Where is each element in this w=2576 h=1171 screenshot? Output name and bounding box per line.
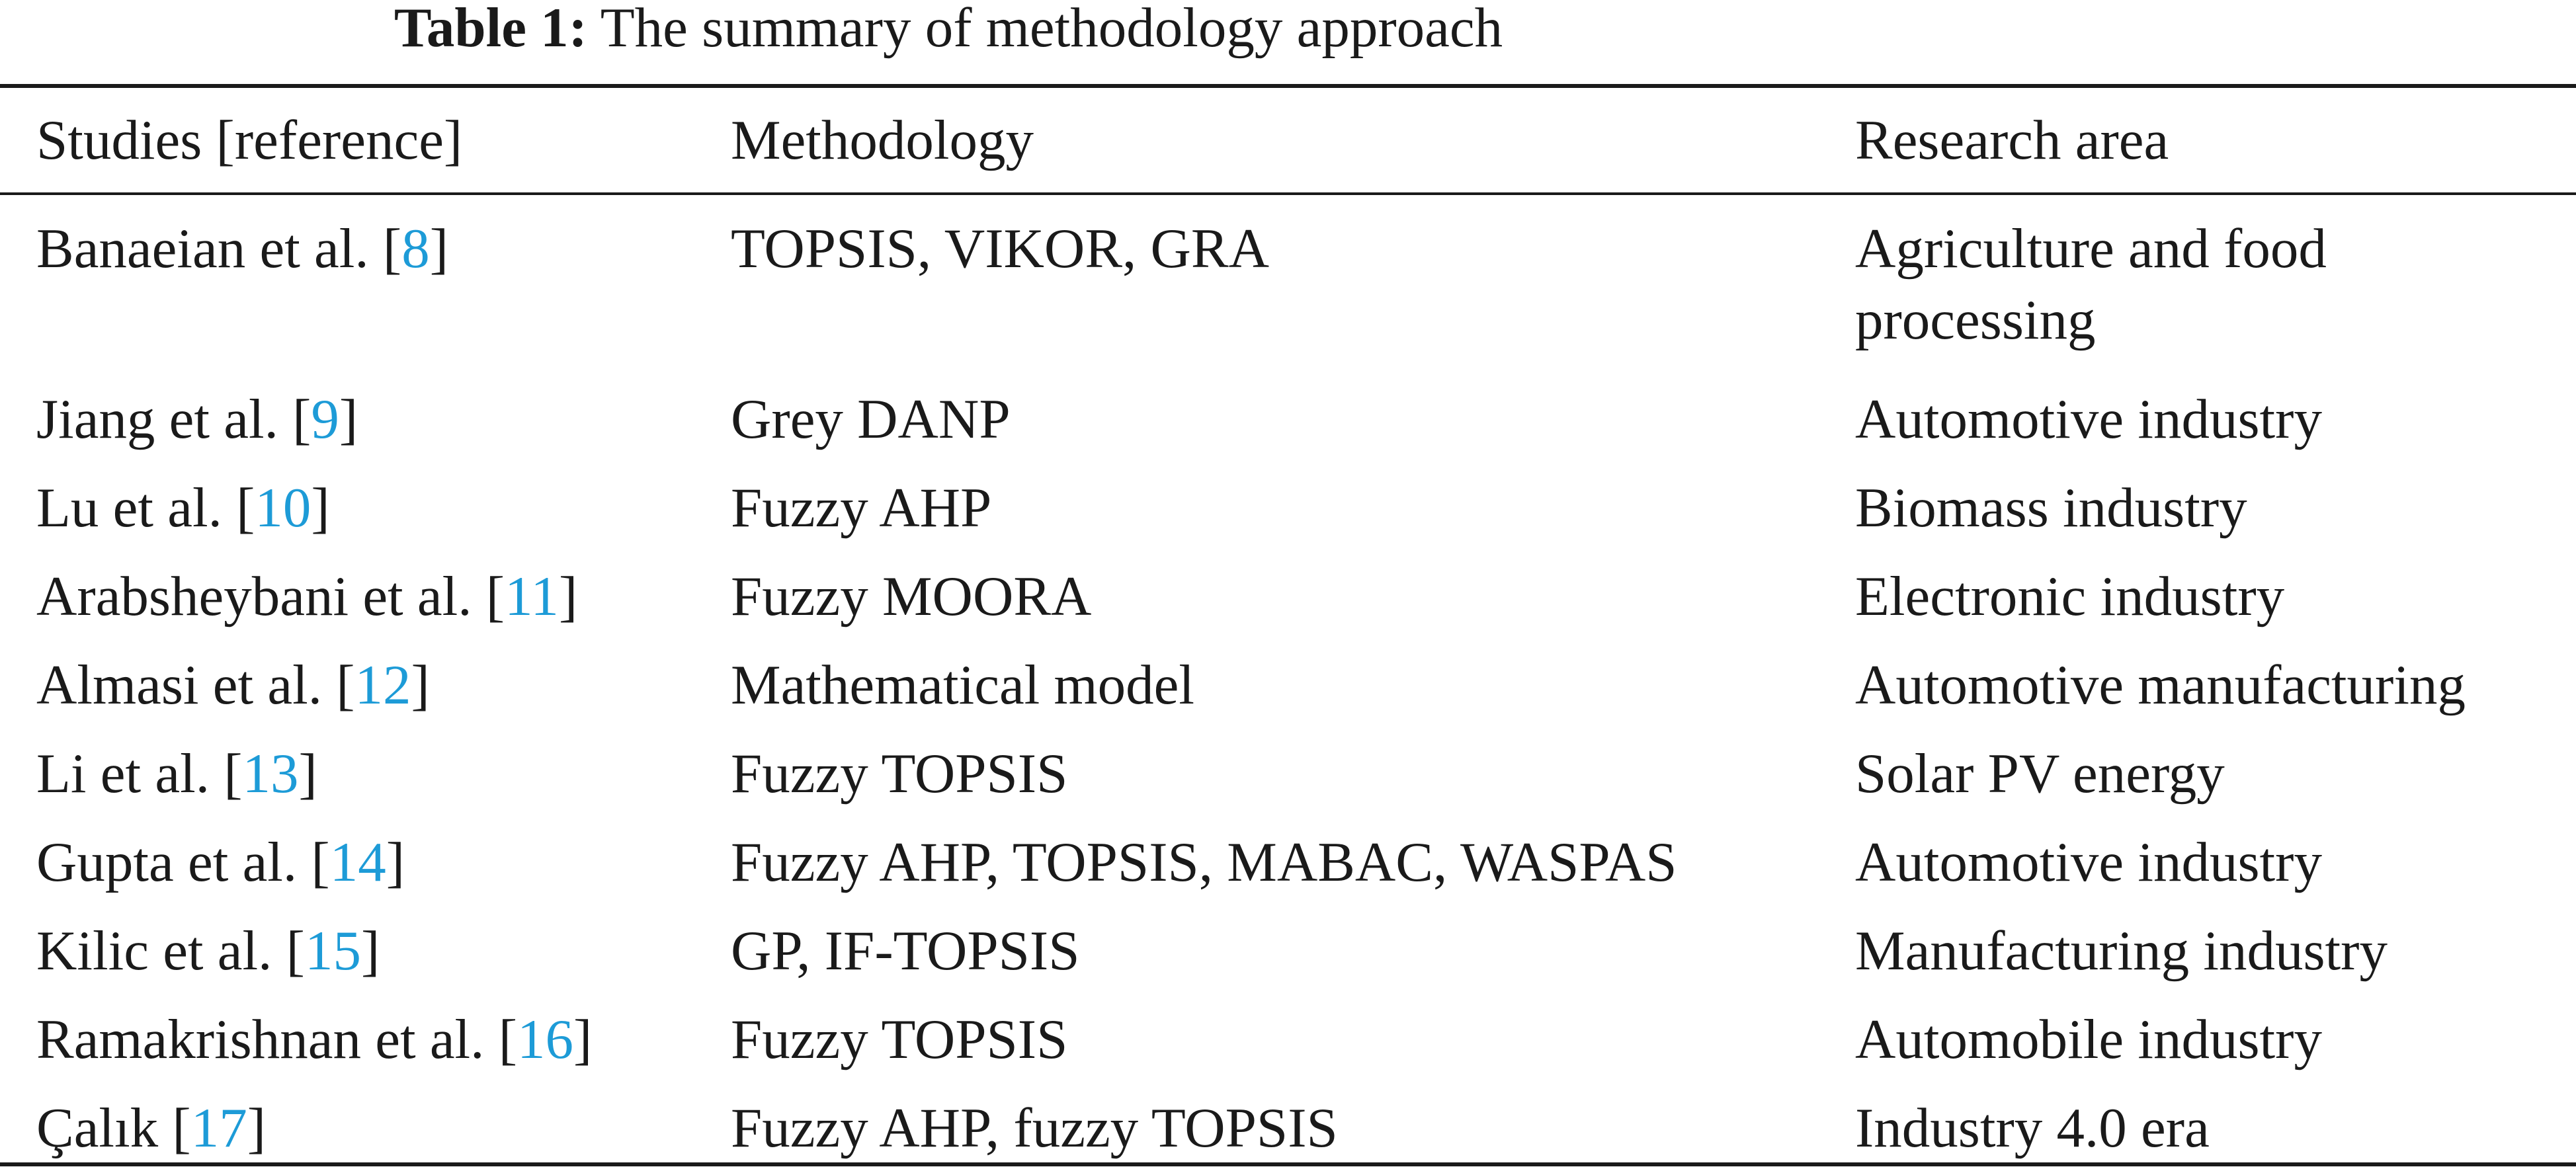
- table-cell-methodology: Fuzzy AHP, TOPSIS, MABAC, WASPAS: [731, 831, 1677, 893]
- table-cell-research-area: Automobile industry: [1855, 1008, 2322, 1070]
- table-cell-research-area: Automotive industry: [1855, 831, 2322, 893]
- table-cell-research-area: Solar PV energy: [1855, 743, 2225, 805]
- column-header-research-area: Research area: [1855, 109, 2169, 171]
- study-author: Lu et al.: [36, 477, 222, 539]
- table-cell-research-area-continued: processing: [1855, 289, 2096, 351]
- reference-link[interactable]: 16: [517, 1008, 573, 1070]
- reference-link[interactable]: 11: [505, 565, 559, 627]
- column-header-studies: Studies [reference]: [36, 109, 463, 171]
- table-cell-methodology: Mathematical model: [731, 654, 1195, 716]
- study-author: Çalık: [36, 1097, 159, 1159]
- reference-link[interactable]: 12: [354, 654, 411, 716]
- table-cell-research-area: Electronic industry: [1855, 565, 2285, 627]
- table-cell-research-area: Agriculture and food: [1855, 218, 2327, 280]
- study-author: Jiang et al.: [36, 388, 278, 450]
- table-cell-research-area: Automotive industry: [1855, 388, 2322, 450]
- table-cell-methodology: Fuzzy AHP, fuzzy TOPSIS: [731, 1097, 1338, 1159]
- reference-link[interactable]: 15: [304, 920, 361, 982]
- reference-link[interactable]: 9: [311, 388, 339, 450]
- table-header-rule: [0, 192, 2576, 195]
- table-cell-methodology: Fuzzy TOPSIS: [731, 743, 1068, 805]
- table-cell-methodology: GP, IF-TOPSIS: [731, 920, 1080, 982]
- reference-link[interactable]: 10: [255, 477, 312, 539]
- table-cell-study: Ramakrishnan et al. [16]: [36, 1008, 593, 1070]
- table-cell-study: Kilic et al. [15]: [36, 920, 380, 982]
- table-cell-research-area: Manufacturing industry: [1855, 920, 2388, 982]
- table-cell-methodology: Fuzzy MOORA: [731, 565, 1092, 627]
- table-cell-research-area: Biomass industry: [1855, 477, 2247, 539]
- table-cell-study: Jiang et al. [9]: [36, 388, 358, 450]
- reference-link[interactable]: 17: [190, 1097, 247, 1159]
- table-caption-text: The summary of methodology approach: [600, 0, 1503, 59]
- table-cell-research-area: Automotive manufacturing: [1855, 654, 2466, 716]
- table-cell-methodology: TOPSIS, VIKOR, GRA: [731, 218, 1269, 280]
- table-top-rule: [0, 84, 2576, 88]
- study-author: Kilic et al.: [36, 920, 272, 982]
- study-author: Gupta et al.: [36, 831, 298, 893]
- reference-link[interactable]: 13: [242, 743, 299, 805]
- table-cell-study: Almasi et al. [12]: [36, 654, 430, 716]
- table-cell-research-area: Industry 4.0 era: [1855, 1097, 2210, 1159]
- reference-link[interactable]: 14: [329, 831, 386, 893]
- table-caption-label: Table 1:: [394, 0, 587, 59]
- table-cell-study: Gupta et al. [14]: [36, 831, 405, 893]
- table-cell-study: Arabsheybani et al. [11]: [36, 565, 578, 627]
- table-cell-study: Banaeian et al. [8]: [36, 218, 449, 280]
- study-author: Li et al.: [36, 743, 210, 805]
- table-bottom-rule: [0, 1162, 2576, 1166]
- column-header-methodology: Methodology: [731, 109, 1034, 171]
- study-author: Arabsheybani et al.: [36, 565, 472, 627]
- table-cell-methodology: Grey DANP: [731, 388, 1011, 450]
- table-cell-methodology: Fuzzy AHP: [731, 477, 992, 539]
- table-caption: [0, 0, 1897, 59]
- table-cell-study: Çalık [17]: [36, 1097, 267, 1159]
- reference-link[interactable]: 8: [401, 218, 430, 280]
- table-cell-study: Lu et al. [10]: [36, 477, 330, 539]
- study-author: Ramakrishnan et al.: [36, 1008, 485, 1070]
- table-cell-methodology: Fuzzy TOPSIS: [731, 1008, 1068, 1070]
- study-author: Almasi et al.: [36, 654, 322, 716]
- study-author: Banaeian et al.: [36, 218, 369, 280]
- table-cell-study: Li et al. [13]: [36, 743, 317, 805]
